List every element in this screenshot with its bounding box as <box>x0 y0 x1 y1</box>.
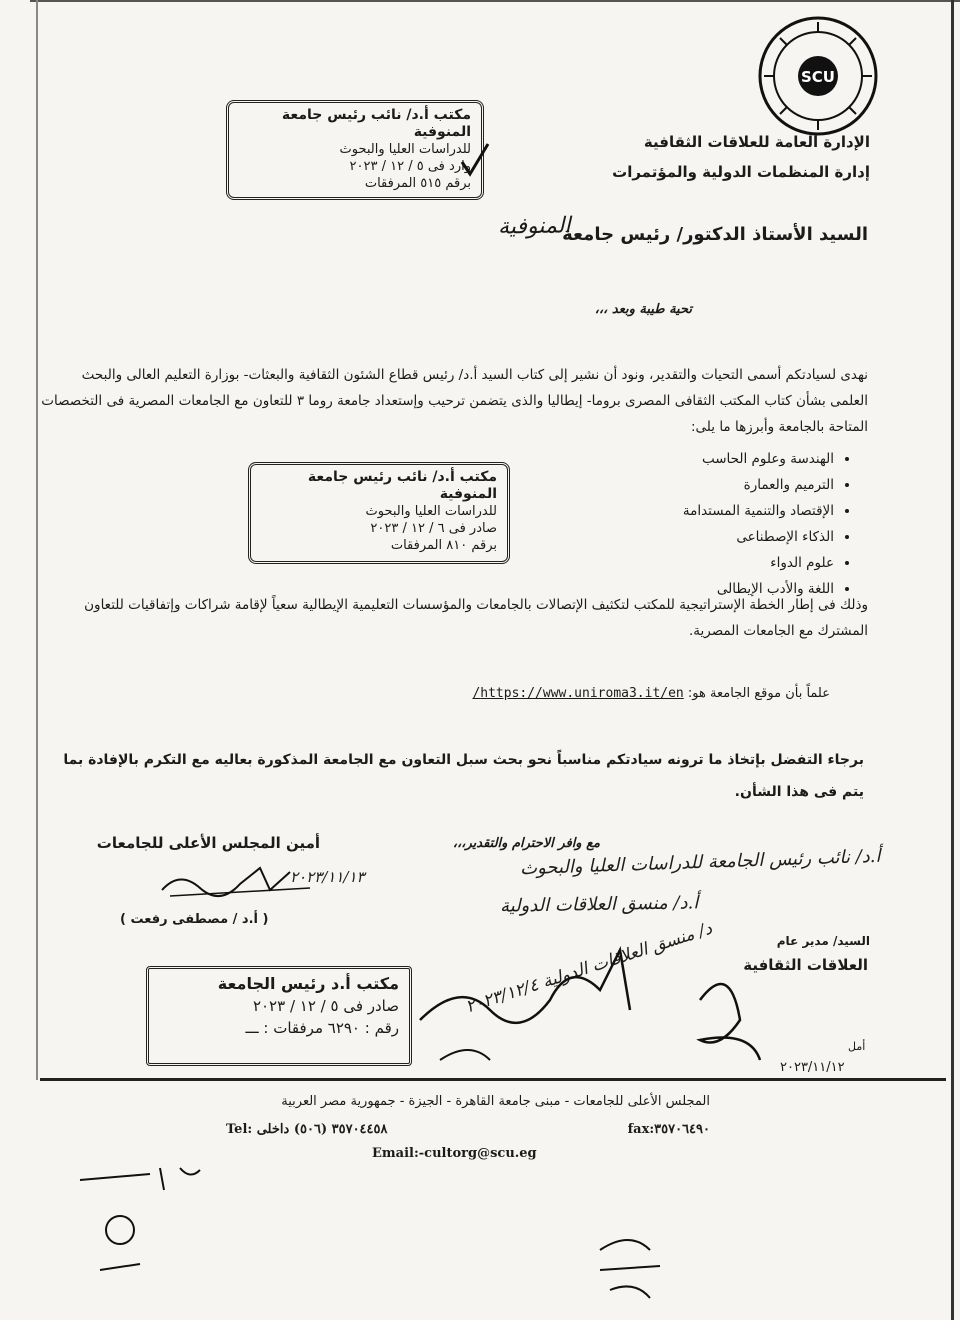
footer-fax: fax:٣٥٧٠٦٤٩٠ <box>627 1122 710 1137</box>
footer-divider <box>40 1078 946 1081</box>
list-item: • الإقتصاد والتنمية المستدامة <box>614 498 834 524</box>
president-stamp <box>146 966 412 1066</box>
handwritten-note: أ.د/ منسق العلاقات الدولية <box>499 892 699 917</box>
addressee: السيد الأستاذ الدكتور/ رئيس جامعة <box>562 224 868 245</box>
stamp-line: للدراسات العليا والبحوث <box>339 142 471 157</box>
department-sub: إدارة المنظمات الدولية والمؤتمرات <box>612 163 870 181</box>
list-item: • الذكاء الإصطناعى <box>614 524 834 550</box>
director-title: السيد/ مدير عام <box>776 934 870 948</box>
department-general: الإدارة العامة للعلاقات الثقافية <box>643 133 870 151</box>
check-mark-icon <box>460 140 490 180</box>
preparer-label: أمل <box>848 1040 866 1053</box>
stamp-line: مكتب أ.د/ نائب رئيس جامعة المنوفية <box>307 469 497 502</box>
greeting: تحية طيبة وبعد ،،، <box>594 302 692 317</box>
footer-email[interactable]: Email:-cultorg@scu.eg <box>372 1146 537 1161</box>
closing: مع وافر الاحترام والتقدير،،، <box>452 836 600 851</box>
scu-logo <box>752 14 884 138</box>
list-item: • الهندسة وعلوم الحاسب <box>614 446 834 472</box>
paragraph-strategy: وذلك فى إطار الخطة الإستراتيجية للمكتب لتكثيف الإتصالات بالجامعات والمؤسسات التعليمية الإيطالية سعياً لإقامة شراكات وإتفاقيات للتعاون المشترك مع الجامعات المصرية. <box>84 597 868 639</box>
handwritten-mark <box>580 1220 680 1310</box>
stamp-line: رقم : ٦٢٩٠ مرفقات : ـــ <box>245 1019 399 1037</box>
page-edge <box>951 0 954 1320</box>
paragraph-request: برجاء التفضل بإتخاذ ما ترونه سيادتكم مناسباً نحو بحث سبل التعاون مع الجامعة المذكورة بعاليه مع التكرم بالإفادة بما يتم فى هذا الشأن. <box>63 752 864 800</box>
footer-address: المجلس الأعلى للجامعات - مبنى جامعة القاهرة - الجيزة - جمهورية مصر العربية <box>281 1094 710 1109</box>
stamp-line: وارد فى ٥ / ١٢ / ٢٠٢٣ <box>349 159 471 174</box>
stamp-line: مكتب أ.د رئيس الجامعة <box>217 974 399 993</box>
website-link[interactable]: https://www.uniroma3.it/en/ <box>472 686 684 701</box>
paragraph-intro: نهدى لسيادتكم أسمى التحيات والتقدير، ونود أن نشير إلى كتاب السيد أ.د/ رئيس قطاع الشئون الثقافية والبعثات- بوزارة التعليم العالى والبحث العلمى بشأن كتاب المكتب الثقافى المصرى بروما- إيطاليا والذى يتضمن ترحيب وإستعداد جامعة روما ٣ للتعاون مع الجامعات المصرية فى التخصصات المتاحة بالجامعة وأبرزها ما يلى: <box>41 367 868 435</box>
preparer-date: ٢٠٢٣/١١/١٢ <box>780 1060 845 1075</box>
logo-abbr: SCU <box>801 68 835 86</box>
footer-contact <box>226 1122 710 1137</box>
addressee-handwritten: المنوفية <box>497 213 571 240</box>
stamp-line: مكتب أ.د/ نائب رئيس جامعة المنوفية <box>281 107 471 140</box>
handwritten-note: أ.د/ نائب رئيس الجامعة للدراسات العليا والبحوث <box>519 845 881 880</box>
director-department: العلاقات الثقافية <box>743 956 868 974</box>
stamp-line: برقم ٥١٥ المرفقات <box>364 176 471 191</box>
handwritten-note: د/ منسق العلاقات الدولية ٢٠٢٣/١٢/٤ <box>463 918 715 1018</box>
signer-title: أمين المجلس الأعلى للجامعات <box>96 834 320 852</box>
website-label: علماً بأن موقع الجامعة هو: <box>687 686 830 701</box>
sign-date: ٢٠٢٣/١١/١٣ <box>290 868 365 886</box>
signer-name: ( أ.د / مصطفى رفعت ) <box>120 912 269 927</box>
list-item: • اللغة والأدب الإيطالى <box>614 576 834 602</box>
page-edge <box>30 0 960 2</box>
list-item: • علوم الدواء <box>614 550 834 576</box>
stamp-line: صادر فى ٥ / ١٢ / ٢٠٢٣ <box>252 997 399 1015</box>
stamp-line: للدراسات العليا والبحوث <box>365 504 497 519</box>
outgoing-stamp <box>248 462 510 564</box>
page-edge <box>36 0 38 1080</box>
website-line <box>440 686 830 701</box>
list-item: • الترميم والعمارة <box>614 472 834 498</box>
incoming-stamp <box>226 100 484 200</box>
fields-list <box>614 446 864 602</box>
footer-tel: Tel: ٣٥٧٠٤٤٥٨ (٥٠٦) داخلى <box>226 1122 388 1137</box>
stamp-line: برقم ٨١٠ المرفقات <box>390 538 497 553</box>
signature-icon <box>400 940 760 1090</box>
handwritten-mark <box>60 1160 220 1290</box>
stamp-line: صادر فى ٦ / ١٢ / ٢٠٢٣ <box>370 521 497 536</box>
